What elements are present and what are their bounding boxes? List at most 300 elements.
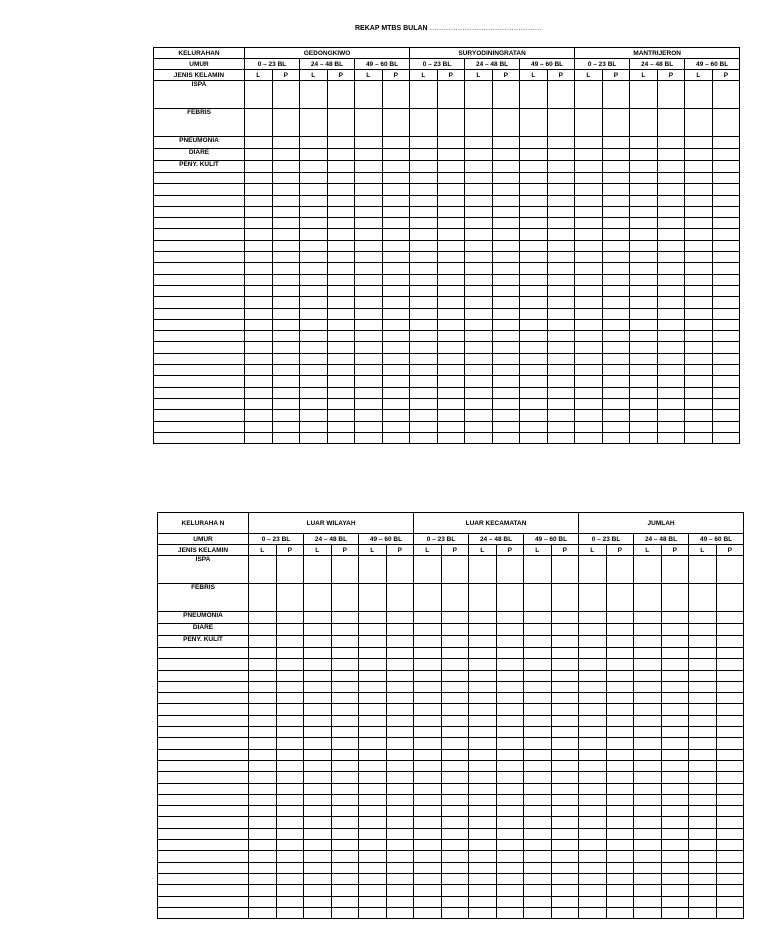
data-cell[interactable] — [492, 195, 520, 206]
data-cell[interactable] — [602, 353, 630, 364]
data-cell[interactable] — [327, 387, 355, 398]
data-cell[interactable] — [712, 410, 740, 421]
data-cell[interactable] — [272, 285, 300, 296]
data-cell[interactable] — [327, 421, 355, 432]
data-cell[interactable] — [327, 173, 355, 184]
data-cell[interactable] — [716, 556, 744, 584]
data-cell[interactable] — [414, 794, 442, 805]
data-cell[interactable] — [524, 727, 552, 738]
data-cell[interactable] — [602, 421, 630, 432]
data-cell[interactable] — [551, 715, 579, 726]
data-cell[interactable] — [520, 173, 548, 184]
data-cell[interactable] — [712, 398, 740, 409]
data-cell[interactable] — [630, 421, 658, 432]
data-cell[interactable] — [327, 331, 355, 342]
row-label-cell[interactable] — [158, 783, 249, 794]
data-cell[interactable] — [689, 693, 717, 704]
data-cell[interactable] — [465, 331, 493, 342]
data-cell[interactable] — [437, 398, 465, 409]
data-cell[interactable] — [249, 806, 277, 817]
data-cell[interactable] — [327, 137, 355, 149]
data-cell[interactable] — [716, 659, 744, 670]
data-cell[interactable] — [359, 896, 387, 907]
data-cell[interactable] — [327, 229, 355, 240]
data-cell[interactable] — [630, 109, 658, 137]
data-cell[interactable] — [331, 659, 359, 670]
data-cell[interactable] — [355, 218, 383, 229]
data-cell[interactable] — [359, 681, 387, 692]
data-cell[interactable] — [469, 885, 497, 896]
data-cell[interactable] — [602, 109, 630, 137]
data-cell[interactable] — [410, 137, 438, 149]
data-cell[interactable] — [575, 410, 603, 421]
data-cell[interactable] — [469, 556, 497, 584]
data-cell[interactable] — [469, 659, 497, 670]
data-cell[interactable] — [331, 715, 359, 726]
data-cell[interactable] — [382, 398, 410, 409]
data-cell[interactable] — [524, 794, 552, 805]
data-cell[interactable] — [414, 806, 442, 817]
data-cell[interactable] — [492, 161, 520, 173]
data-cell[interactable] — [520, 218, 548, 229]
data-cell[interactable] — [657, 263, 685, 274]
data-cell[interactable] — [355, 297, 383, 308]
data-cell[interactable] — [547, 109, 575, 137]
data-cell[interactable] — [276, 862, 304, 873]
data-cell[interactable] — [524, 828, 552, 839]
data-cell[interactable] — [276, 828, 304, 839]
data-cell[interactable] — [634, 783, 662, 794]
data-cell[interactable] — [496, 670, 524, 681]
data-cell[interactable] — [304, 873, 332, 884]
data-cell[interactable] — [304, 896, 332, 907]
data-cell[interactable] — [492, 109, 520, 137]
data-cell[interactable] — [524, 715, 552, 726]
data-cell[interactable] — [716, 806, 744, 817]
data-cell[interactable] — [300, 240, 328, 251]
data-cell[interactable] — [465, 308, 493, 319]
data-cell[interactable] — [382, 149, 410, 161]
data-cell[interactable] — [304, 659, 332, 670]
data-cell[interactable] — [685, 184, 713, 195]
data-cell[interactable] — [465, 218, 493, 229]
data-cell[interactable] — [272, 240, 300, 251]
data-cell[interactable] — [524, 584, 552, 612]
data-cell[interactable] — [630, 206, 658, 217]
data-cell[interactable] — [579, 648, 607, 659]
data-cell[interactable] — [386, 738, 414, 749]
data-cell[interactable] — [496, 885, 524, 896]
data-cell[interactable] — [634, 612, 662, 624]
row-label-cell[interactable] — [154, 398, 245, 409]
data-cell[interactable] — [634, 648, 662, 659]
row-label-cell[interactable] — [154, 218, 245, 229]
data-cell[interactable] — [661, 862, 689, 873]
data-cell[interactable] — [382, 81, 410, 109]
data-cell[interactable] — [689, 772, 717, 783]
data-cell[interactable] — [355, 137, 383, 149]
data-cell[interactable] — [492, 319, 520, 330]
data-cell[interactable] — [437, 331, 465, 342]
data-cell[interactable] — [496, 738, 524, 749]
data-cell[interactable] — [465, 398, 493, 409]
data-cell[interactable] — [689, 584, 717, 612]
data-cell[interactable] — [716, 648, 744, 659]
data-cell[interactable] — [410, 398, 438, 409]
data-cell[interactable] — [359, 749, 387, 760]
data-cell[interactable] — [712, 263, 740, 274]
data-cell[interactable] — [469, 749, 497, 760]
data-cell[interactable] — [382, 319, 410, 330]
row-label-cell[interactable] — [154, 331, 245, 342]
data-cell[interactable] — [630, 331, 658, 342]
data-cell[interactable] — [355, 274, 383, 285]
data-cell[interactable] — [712, 342, 740, 353]
data-cell[interactable] — [579, 907, 607, 918]
data-cell[interactable] — [410, 387, 438, 398]
data-cell[interactable] — [634, 896, 662, 907]
data-cell[interactable] — [712, 376, 740, 387]
data-cell[interactable] — [276, 772, 304, 783]
data-cell[interactable] — [575, 398, 603, 409]
data-cell[interactable] — [575, 161, 603, 173]
data-cell[interactable] — [661, 715, 689, 726]
data-cell[interactable] — [300, 184, 328, 195]
row-label-cell[interactable] — [154, 410, 245, 421]
data-cell[interactable] — [331, 873, 359, 884]
data-cell[interactable] — [547, 240, 575, 251]
data-cell[interactable] — [355, 398, 383, 409]
data-cell[interactable] — [579, 636, 607, 648]
data-cell[interactable] — [249, 624, 277, 636]
data-cell[interactable] — [465, 319, 493, 330]
data-cell[interactable] — [712, 109, 740, 137]
data-cell[interactable] — [359, 738, 387, 749]
data-cell[interactable] — [547, 331, 575, 342]
data-cell[interactable] — [355, 240, 383, 251]
data-cell[interactable] — [606, 840, 634, 851]
data-cell[interactable] — [249, 693, 277, 704]
data-cell[interactable] — [630, 353, 658, 364]
data-cell[interactable] — [496, 896, 524, 907]
data-cell[interactable] — [304, 885, 332, 896]
data-cell[interactable] — [441, 704, 469, 715]
data-cell[interactable] — [689, 851, 717, 862]
data-cell[interactable] — [469, 612, 497, 624]
data-cell[interactable] — [386, 715, 414, 726]
data-cell[interactable] — [575, 331, 603, 342]
row-label-cell[interactable] — [158, 851, 249, 862]
data-cell[interactable] — [661, 885, 689, 896]
data-cell[interactable] — [602, 252, 630, 263]
data-cell[interactable] — [300, 252, 328, 263]
data-cell[interactable] — [441, 693, 469, 704]
data-cell[interactable] — [661, 556, 689, 584]
data-cell[interactable] — [441, 828, 469, 839]
data-cell[interactable] — [634, 885, 662, 896]
data-cell[interactable] — [249, 715, 277, 726]
data-cell[interactable] — [304, 783, 332, 794]
data-cell[interactable] — [276, 851, 304, 862]
data-cell[interactable] — [579, 727, 607, 738]
data-cell[interactable] — [634, 693, 662, 704]
data-cell[interactable] — [492, 410, 520, 421]
data-cell[interactable] — [689, 896, 717, 907]
data-cell[interactable] — [496, 727, 524, 738]
data-cell[interactable] — [716, 783, 744, 794]
data-cell[interactable] — [551, 556, 579, 584]
data-cell[interactable] — [520, 376, 548, 387]
data-cell[interactable] — [575, 263, 603, 274]
data-cell[interactable] — [437, 297, 465, 308]
data-cell[interactable] — [630, 365, 658, 376]
data-cell[interactable] — [634, 704, 662, 715]
data-cell[interactable] — [410, 252, 438, 263]
data-cell[interactable] — [575, 240, 603, 251]
data-cell[interactable] — [441, 636, 469, 648]
data-cell[interactable] — [410, 342, 438, 353]
data-cell[interactable] — [520, 274, 548, 285]
data-cell[interactable] — [441, 817, 469, 828]
data-cell[interactable] — [249, 704, 277, 715]
data-cell[interactable] — [712, 319, 740, 330]
data-cell[interactable] — [441, 749, 469, 760]
data-cell[interactable] — [606, 772, 634, 783]
data-cell[interactable] — [496, 840, 524, 851]
data-cell[interactable] — [634, 772, 662, 783]
data-cell[interactable] — [689, 783, 717, 794]
data-cell[interactable] — [300, 331, 328, 342]
row-label-cell[interactable] — [154, 342, 245, 353]
data-cell[interactable] — [496, 556, 524, 584]
data-cell[interactable] — [551, 873, 579, 884]
data-cell[interactable] — [465, 432, 493, 443]
data-cell[interactable] — [437, 376, 465, 387]
data-cell[interactable] — [524, 670, 552, 681]
data-cell[interactable] — [602, 161, 630, 173]
data-cell[interactable] — [249, 738, 277, 749]
data-cell[interactable] — [689, 885, 717, 896]
data-cell[interactable] — [327, 274, 355, 285]
data-cell[interactable] — [634, 907, 662, 918]
data-cell[interactable] — [331, 670, 359, 681]
data-cell[interactable] — [551, 670, 579, 681]
data-cell[interactable] — [712, 184, 740, 195]
data-cell[interactable] — [520, 308, 548, 319]
data-cell[interactable] — [469, 772, 497, 783]
data-cell[interactable] — [386, 873, 414, 884]
row-label-cell[interactable] — [154, 263, 245, 274]
data-cell[interactable] — [547, 252, 575, 263]
data-cell[interactable] — [685, 252, 713, 263]
data-cell[interactable] — [492, 342, 520, 353]
row-label-cell[interactable] — [158, 873, 249, 884]
data-cell[interactable] — [524, 896, 552, 907]
row-label-cell[interactable] — [158, 681, 249, 692]
data-cell[interactable] — [579, 783, 607, 794]
data-cell[interactable] — [276, 727, 304, 738]
data-cell[interactable] — [331, 907, 359, 918]
data-cell[interactable] — [441, 885, 469, 896]
data-cell[interactable] — [685, 206, 713, 217]
data-cell[interactable] — [579, 670, 607, 681]
data-cell[interactable] — [606, 659, 634, 670]
data-cell[interactable] — [602, 432, 630, 443]
data-cell[interactable] — [657, 353, 685, 364]
data-cell[interactable] — [520, 149, 548, 161]
data-cell[interactable] — [437, 206, 465, 217]
data-cell[interactable] — [606, 885, 634, 896]
data-cell[interactable] — [520, 137, 548, 149]
data-cell[interactable] — [657, 331, 685, 342]
data-cell[interactable] — [359, 862, 387, 873]
data-cell[interactable] — [276, 693, 304, 704]
data-cell[interactable] — [685, 398, 713, 409]
data-cell[interactable] — [602, 274, 630, 285]
data-cell[interactable] — [249, 636, 277, 648]
data-cell[interactable] — [657, 432, 685, 443]
data-cell[interactable] — [382, 387, 410, 398]
data-cell[interactable] — [331, 806, 359, 817]
data-cell[interactable] — [469, 670, 497, 681]
data-cell[interactable] — [579, 584, 607, 612]
data-cell[interactable] — [272, 342, 300, 353]
data-cell[interactable] — [410, 285, 438, 296]
data-cell[interactable] — [465, 410, 493, 421]
data-cell[interactable] — [469, 584, 497, 612]
data-cell[interactable] — [245, 184, 273, 195]
data-cell[interactable] — [359, 873, 387, 884]
data-cell[interactable] — [492, 173, 520, 184]
data-cell[interactable] — [304, 612, 332, 624]
data-cell[interactable] — [386, 670, 414, 681]
data-cell[interactable] — [661, 670, 689, 681]
row-label-cell[interactable] — [154, 274, 245, 285]
row-label-cell[interactable] — [154, 206, 245, 217]
data-cell[interactable] — [496, 648, 524, 659]
data-cell[interactable] — [355, 161, 383, 173]
data-cell[interactable] — [382, 432, 410, 443]
data-cell[interactable] — [579, 817, 607, 828]
data-cell[interactable] — [276, 885, 304, 896]
row-label-cell[interactable] — [158, 704, 249, 715]
data-cell[interactable] — [551, 907, 579, 918]
data-cell[interactable] — [575, 319, 603, 330]
data-cell[interactable] — [272, 195, 300, 206]
data-cell[interactable] — [575, 137, 603, 149]
data-cell[interactable] — [689, 715, 717, 726]
data-cell[interactable] — [492, 376, 520, 387]
data-cell[interactable] — [602, 297, 630, 308]
data-cell[interactable] — [327, 308, 355, 319]
data-cell[interactable] — [331, 584, 359, 612]
data-cell[interactable] — [630, 274, 658, 285]
data-cell[interactable] — [520, 252, 548, 263]
data-cell[interactable] — [689, 862, 717, 873]
data-cell[interactable] — [716, 738, 744, 749]
data-cell[interactable] — [661, 817, 689, 828]
data-cell[interactable] — [414, 693, 442, 704]
data-cell[interactable] — [551, 840, 579, 851]
data-cell[interactable] — [579, 624, 607, 636]
data-cell[interactable] — [272, 218, 300, 229]
data-cell[interactable] — [524, 648, 552, 659]
data-cell[interactable] — [300, 410, 328, 421]
data-cell[interactable] — [359, 851, 387, 862]
data-cell[interactable] — [716, 840, 744, 851]
row-label-cell[interactable] — [154, 195, 245, 206]
data-cell[interactable] — [441, 840, 469, 851]
data-cell[interactable] — [547, 387, 575, 398]
data-cell[interactable] — [386, 648, 414, 659]
data-cell[interactable] — [437, 81, 465, 109]
data-cell[interactable] — [245, 161, 273, 173]
data-cell[interactable] — [245, 421, 273, 432]
data-cell[interactable] — [272, 331, 300, 342]
data-cell[interactable] — [547, 410, 575, 421]
row-label-cell[interactable] — [158, 885, 249, 896]
data-cell[interactable] — [496, 862, 524, 873]
data-cell[interactable] — [547, 274, 575, 285]
data-cell[interactable] — [327, 297, 355, 308]
data-cell[interactable] — [410, 432, 438, 443]
data-cell[interactable] — [661, 659, 689, 670]
data-cell[interactable] — [249, 727, 277, 738]
data-cell[interactable] — [437, 161, 465, 173]
data-cell[interactable] — [602, 240, 630, 251]
data-cell[interactable] — [579, 659, 607, 670]
data-cell[interactable] — [410, 218, 438, 229]
data-cell[interactable] — [355, 252, 383, 263]
data-cell[interactable] — [441, 760, 469, 771]
data-cell[interactable] — [245, 274, 273, 285]
data-cell[interactable] — [276, 760, 304, 771]
data-cell[interactable] — [606, 907, 634, 918]
data-cell[interactable] — [359, 556, 387, 584]
data-cell[interactable] — [551, 760, 579, 771]
data-cell[interactable] — [245, 410, 273, 421]
data-cell[interactable] — [575, 421, 603, 432]
data-cell[interactable] — [272, 229, 300, 240]
data-cell[interactable] — [441, 896, 469, 907]
data-cell[interactable] — [551, 896, 579, 907]
data-cell[interactable] — [685, 240, 713, 251]
data-cell[interactable] — [414, 862, 442, 873]
data-cell[interactable] — [355, 376, 383, 387]
data-cell[interactable] — [245, 319, 273, 330]
data-cell[interactable] — [524, 556, 552, 584]
data-cell[interactable] — [602, 173, 630, 184]
data-cell[interactable] — [520, 109, 548, 137]
data-cell[interactable] — [630, 81, 658, 109]
data-cell[interactable] — [524, 862, 552, 873]
data-cell[interactable] — [492, 81, 520, 109]
data-cell[interactable] — [465, 137, 493, 149]
data-cell[interactable] — [712, 387, 740, 398]
data-cell[interactable] — [602, 218, 630, 229]
data-cell[interactable] — [579, 749, 607, 760]
data-cell[interactable] — [606, 896, 634, 907]
data-cell[interactable] — [606, 670, 634, 681]
data-cell[interactable] — [386, 584, 414, 612]
data-cell[interactable] — [327, 218, 355, 229]
data-cell[interactable] — [657, 410, 685, 421]
data-cell[interactable] — [606, 693, 634, 704]
data-cell[interactable] — [602, 319, 630, 330]
data-cell[interactable] — [551, 772, 579, 783]
data-cell[interactable] — [327, 353, 355, 364]
data-cell[interactable] — [386, 636, 414, 648]
